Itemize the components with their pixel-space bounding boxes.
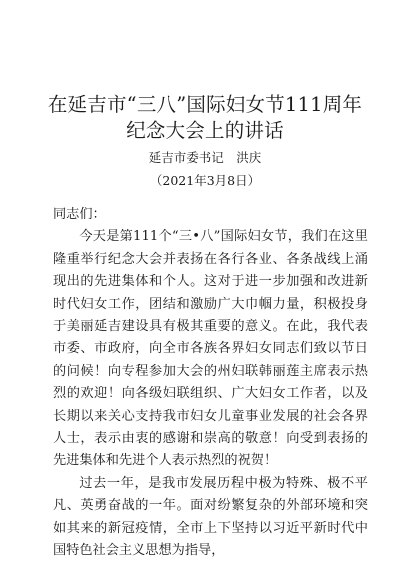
speech-body (53, 204, 368, 563)
document-title: 在延吉市“三八”国际妇女节111周年纪念大会上的讲话 (47, 93, 363, 142)
paragraph: 今天是第111个“三•八”国际妇女节，我们在这里隆重举行纪念大会并表扬在各行各业、各条战线上涌现出的先进集体和个人。这对于进一步加强和改进新时代妇女工作，团结和激励广大巾帼力量，积极投身于美丽延吉建设具有极其重要的意义。在此，我代表市委、市政府，向全市各族各界妇女同志们致以节日的问候！向专程参加大会的州妇联韩丽莲主席表示热烈的欢迎！向各级妇联组织、广大妇女工作者，以及长期以来关心支持我市妇女儿童事业发展的社会各界人士，表示由衷的感谢和崇高的敬意！向受到表扬的先进集体和先进个人表示热烈的祝贺！ (53, 229, 368, 469)
date-line: （2021年3月8日） (149, 173, 261, 188)
paragraph: 过去一年，是我市发展历程中极为特殊、极不平凡、英勇奋战的一年。面对纷繁复杂的外部环境和突如其来的新冠疫情，全市上下坚持以习近平新时代中国特色社会主义思想为指导， (53, 475, 368, 559)
salutation: 同志们： (53, 207, 106, 222)
author-line: 延吉市委书记 洪庆 (148, 150, 262, 165)
